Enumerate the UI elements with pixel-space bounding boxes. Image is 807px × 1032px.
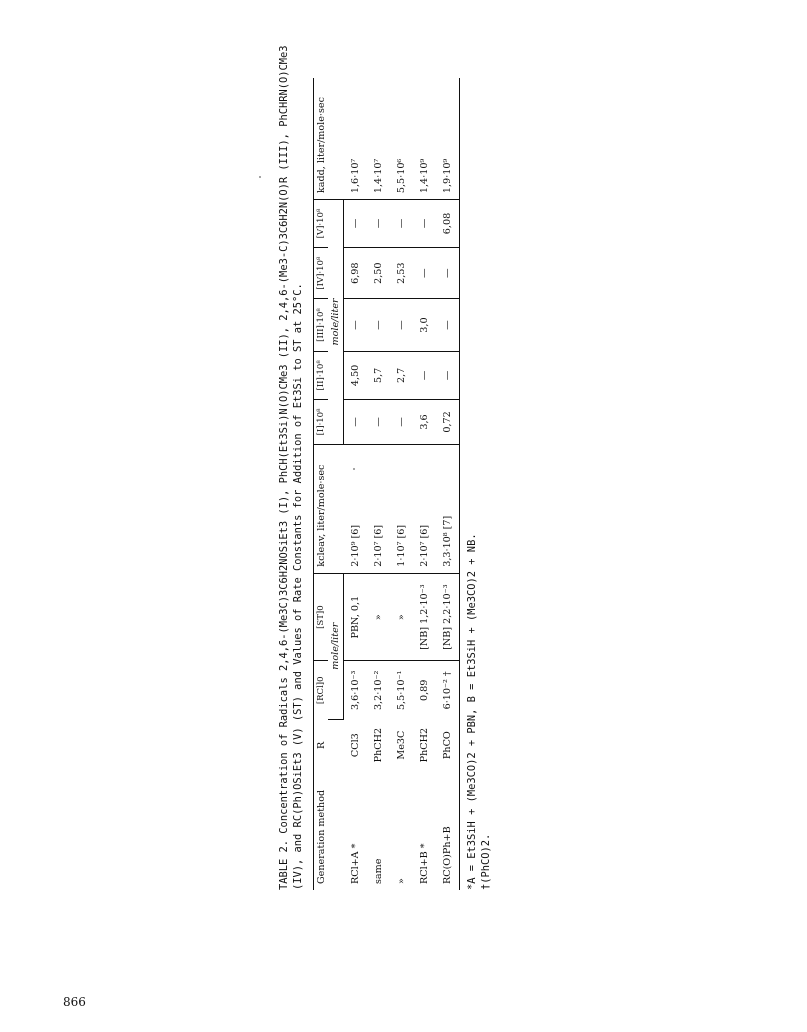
header-v: [V]·10⁸ (314, 200, 329, 248)
cell-iii: — (436, 299, 460, 351)
cell-rcl: 0,89 (419, 679, 430, 702)
cell-v: 6,08 (436, 200, 460, 248)
page-number: 866 (63, 995, 86, 1009)
cell-kadd: 5,5·10⁶ (390, 78, 413, 200)
cell-kcleav: 2·10⁹ [6] (344, 444, 368, 573)
cell-iii: — (390, 299, 413, 351)
header-iv: [IV]·10⁸ (314, 247, 329, 299)
cell-ii: — (413, 351, 436, 399)
cell-st: [NB] 1,2·10⁻³ (413, 573, 436, 661)
cell-rcl: 3,6·10⁻³ (350, 670, 361, 711)
cell-rcl: 6·10⁻² † (436, 661, 460, 719)
cell-st: » (390, 573, 413, 661)
cell-r: PhCO (436, 719, 460, 771)
cell-st: PBN, 0,1 (344, 573, 368, 661)
table-body (344, 78, 460, 890)
cell-i: — (344, 400, 368, 445)
header-kadd: kadd, liter/mole·sec (314, 78, 344, 200)
table-row (344, 78, 368, 890)
header-st: [ST]0 (314, 573, 329, 661)
table-row (436, 78, 460, 890)
table-row (367, 78, 390, 890)
cell-ii: 4,50 (344, 351, 368, 399)
cell-kadd: 1,6·10⁷ (344, 78, 368, 200)
rotated-table-block (278, 30, 518, 890)
cell-iv: 2,53 (390, 247, 413, 299)
cell-kadd: 1,4·10⁹ (413, 78, 436, 200)
data-table (313, 78, 460, 890)
cell-v: — (413, 200, 436, 248)
cell-i: — (390, 400, 413, 445)
cell-iii: 3,0 (413, 299, 436, 351)
cell-kadd: 1,4·10⁷ (367, 78, 390, 200)
cell-v: — (390, 200, 413, 248)
cell-method: RCl+A * (349, 843, 361, 884)
cell-kcleav: 3,3·10⁸ [7] (436, 444, 460, 573)
header-ii: [II]·10⁸ (314, 351, 329, 399)
cell-i: 0,72 (436, 400, 460, 445)
cell-iv: 2,50 (367, 247, 390, 299)
footnote-1: *A = Et3SiH + (Me3CO)2 + PBN, B = Et3SiH + (Me3CO)2 + NB. (466, 533, 478, 890)
cell-i: — (367, 400, 390, 445)
cell-r: PhCH2 (373, 727, 384, 763)
cell-iii: — (367, 299, 390, 351)
cell-rcl: 3,2·10⁻² (373, 670, 384, 711)
table-caption: TABLE 2. Concentration of Radicals 2,4,6-(Me3C)3C6H2NOSiEt3 (I), PhCH(Et3Si)N(O)CMe3 (II), 2,4,6-(Me3-C)3C6H2N(O)R (III), PhCHRN(O)CMe3 (IV), and RC(Ph)OSiEt3 (V) (ST) and Values of Rate Constants for Addition of Et3Si to ST at 25°C. (278, 39, 304, 890)
cell-r: CCl3 (349, 733, 361, 758)
unit-right: mole/liter (328, 200, 344, 445)
cell-st: » (367, 573, 390, 661)
cell-kcleav: 2·10⁷ [6] (367, 444, 390, 573)
cell-i: 3,6 (413, 400, 436, 445)
header-rcl: [RCl]0 (314, 661, 329, 719)
scan-speck (353, 468, 355, 470)
cell-iii: — (344, 299, 368, 351)
cell-st: [NB] 2,2·10⁻³ (436, 573, 460, 661)
cell-iv: — (413, 247, 436, 299)
cell-rcl: 5,5·10⁻¹ (396, 670, 407, 711)
header-method: Generation method (314, 771, 344, 890)
cell-iv: 6,98 (344, 247, 368, 299)
footnote-2: †(PhCO)2. (479, 833, 492, 890)
cell-method: » (396, 878, 407, 884)
cell-method: same (373, 858, 384, 884)
scan-speck (259, 176, 261, 178)
cell-kcleav: 1·10⁷ [6] (390, 444, 413, 573)
unit-left: mole/liter (328, 573, 344, 719)
cell-r: Me3C (396, 730, 407, 760)
cell-ii: 2,7 (390, 351, 413, 399)
header-kcleav: kcleav, liter/mole·sec (314, 444, 344, 573)
cell-r: PhCH2 (419, 727, 430, 763)
cell-method: RC(O)Ph+B (436, 771, 460, 890)
cell-ii: — (436, 351, 460, 399)
cell-kadd: 1,9·10⁹ (436, 78, 460, 200)
header-i: [I]·10⁸ (314, 400, 329, 445)
table-row (390, 78, 413, 890)
table-row (413, 78, 436, 890)
cell-iv: — (436, 247, 460, 299)
table-header-row (314, 78, 329, 890)
cell-kcleav: 2·10⁷ [6] (413, 444, 436, 573)
cell-v: — (344, 200, 368, 248)
cell-ii: 5,7 (367, 351, 390, 399)
cell-v: — (367, 200, 390, 248)
header-iii: [III]·10⁸ (314, 299, 329, 351)
cell-method: RCl+B * (419, 843, 430, 884)
header-r: R (314, 719, 344, 771)
